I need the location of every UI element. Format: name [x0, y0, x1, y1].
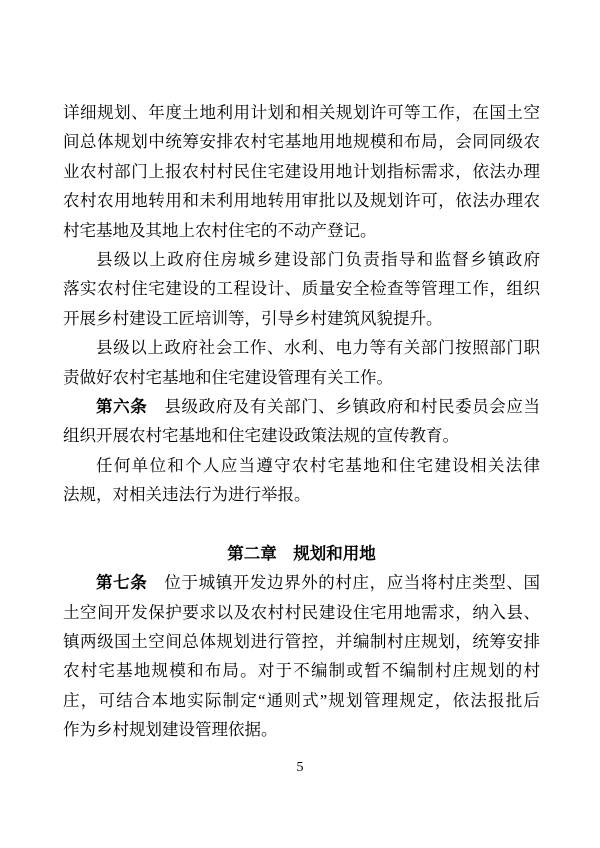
text-line: 农村农用地转用和未利用地转用审批以及规划许可，依法办理农	[63, 191, 540, 211]
article-number: 第七条	[96, 573, 148, 593]
text-line: 开展乡村建设工匠培训等，引导乡村建筑风貌提升。	[63, 308, 443, 328]
text-line: 县级以上政府社会工作、水利、电力等有关部门按照部门职	[96, 338, 540, 358]
text-line: 间总体规划中统筹安排农村宅基地用地规模和布局，会同同级农	[63, 132, 540, 152]
text-line: 业农村部门上报农村村民住宅建设用地计划指标需求，依法办理	[63, 161, 540, 181]
text-line: 村宅基地及其地上农村住宅的不动产登记。	[63, 220, 377, 240]
text-line: 镇两级国土空间总体规划进行管控，并编制村庄规划，统筹安排	[63, 632, 540, 652]
text-line: 组织开展农村宅基地和住宅建设政策法规的宣传教育。	[63, 426, 459, 446]
text-line: 法规，对相关违法行为进行举报。	[63, 485, 311, 505]
chapter-heading: 第二章 规划和用地	[227, 543, 376, 563]
text-line: 庄，可结合本地实际制定“通则式”规划管理规定，依法报批后	[63, 690, 540, 710]
text-line: 第七条 位于城镇开发边界外的村庄，应当将村庄类型、国	[96, 573, 540, 593]
article-number: 第六条	[96, 396, 148, 416]
text-line: 作为乡村规划建设管理依据。	[63, 720, 278, 740]
text-line: 土空间开发保护要求以及农村村民建设住宅用地需求，纳入县、	[63, 602, 540, 622]
text-line: 农村宅基地规模和布局。对于不编制或暂不编制村庄规划的村	[63, 661, 540, 681]
text-line: 任何单位和个人应当遵守农村宅基地和住宅建设相关法律	[96, 455, 540, 475]
page-number: 5	[296, 760, 304, 775]
text-line: 县级以上政府住房城乡建设部门负责指导和监督乡镇政府	[96, 249, 540, 269]
document-body	[63, 98, 540, 745]
text-line: 落实农村住宅建设的工程设计、质量安全检查等管理工作，组织	[63, 279, 540, 299]
text-line: 详细规划、年度土地利用计划和相关规划许可等工作，在国土空	[63, 103, 540, 122]
text-line: 责做好农村宅基地和住宅建设管理有关工作。	[63, 367, 393, 387]
text-line: 第六条 县级政府及有关部门、乡镇政府和村民委员会应当	[96, 396, 540, 416]
